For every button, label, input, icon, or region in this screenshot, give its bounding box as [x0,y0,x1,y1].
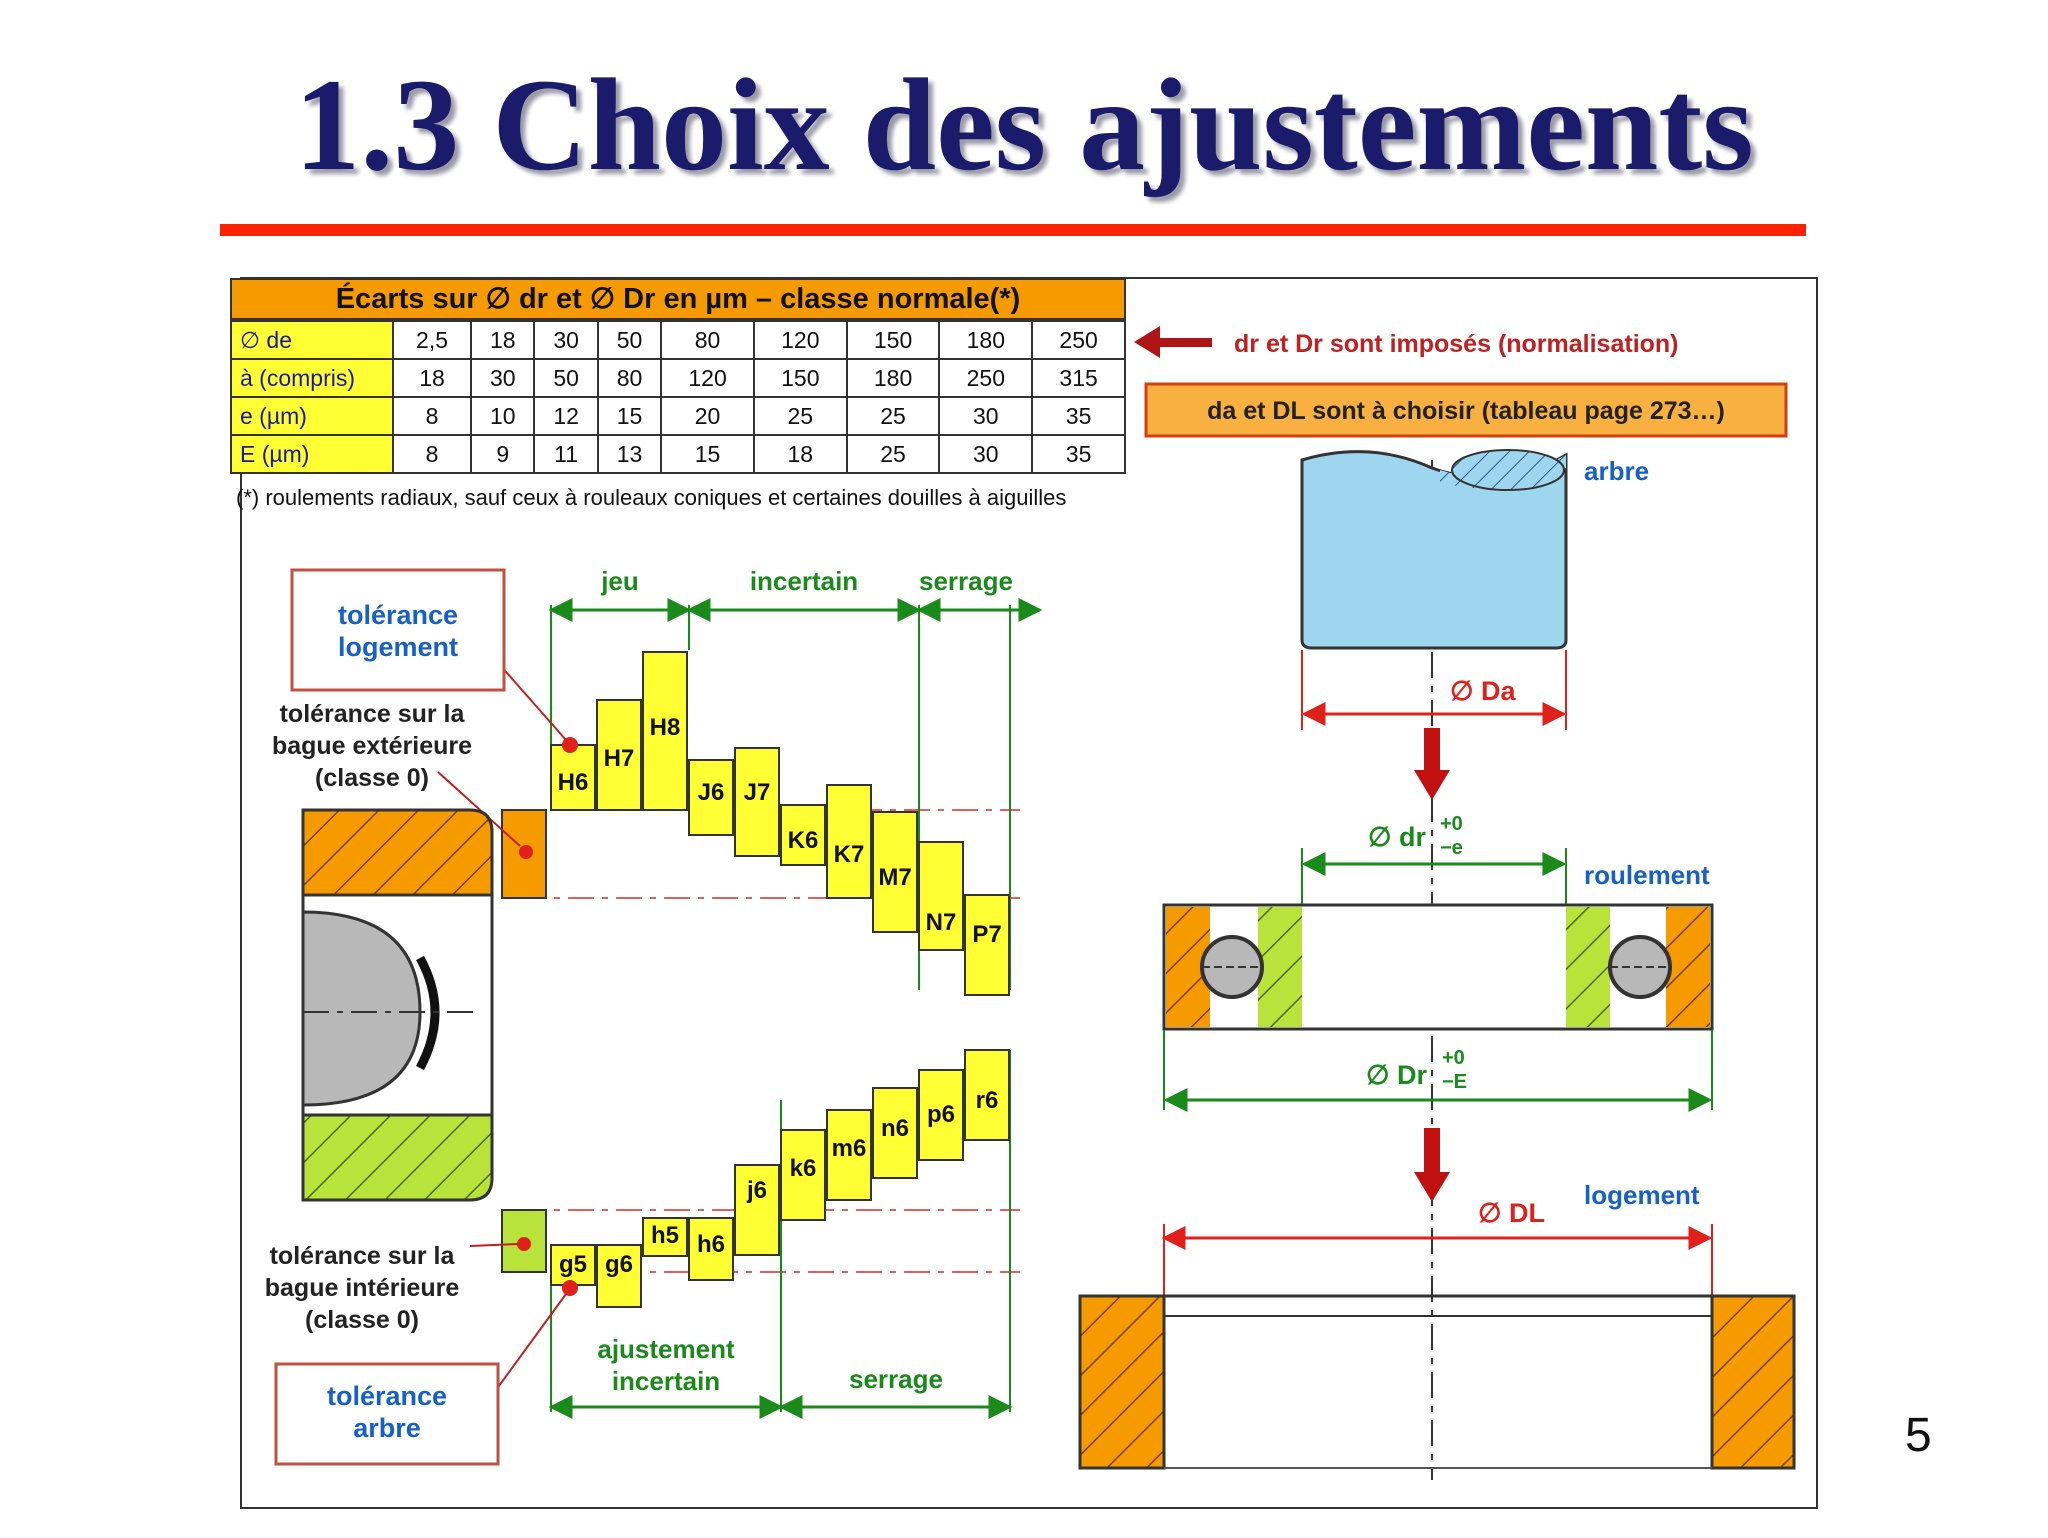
table-cell: 20 [661,397,754,435]
table-cell: 30 [471,359,534,397]
choose-note [1146,384,1786,436]
table-cell: 8 [393,435,471,473]
table-cell: 30 [534,321,597,359]
tolerance-label-h5: h5 [650,1222,680,1249]
tolerance-label-g5: g5 [558,1251,588,1278]
zone-label-ajustement-incertain: ajustement incertain [597,1334,735,1396]
table-cell: 18 [754,435,847,473]
table-cell: 35 [1032,397,1125,435]
outer-ring-note: tolérance sur la bague extérieure (classe 0) [271,700,473,792]
table-cell: 11 [534,435,597,473]
table-footnote: (*) roulements radiaux, sauf ceux à rouleaux coniques et certaines douilles à aiguilles [236,485,1067,510]
page-number: 5 [1905,1409,1932,1462]
table-cell: 150 [754,359,847,397]
table-cell: 18 [471,321,534,359]
tolerance-label-m7: M7 [878,864,912,891]
table-cell: 35 [1032,435,1125,473]
table-cell: 25 [847,435,940,473]
table-cell: 180 [847,359,940,397]
table-cell: 13 [598,435,661,473]
table-cell: 30 [939,435,1032,473]
table-cell: 180 [939,321,1032,359]
table-cell: 8 [393,397,471,435]
table-cell: 9 [471,435,534,473]
Dr-tol-upper: +0 [1442,1047,1465,1069]
callout-logement-box [292,570,504,690]
tolerance-label-h6: H6 [557,769,589,796]
zone-label-serrage: serrage [919,566,1013,596]
dr-label: ∅ dr [1368,822,1427,852]
tolerance-label-h6: h6 [696,1231,726,1258]
tolerance-label-h8: H8 [649,714,681,741]
tolerance-label-m6: m6 [831,1135,867,1162]
tolerance-label-k6: K6 [787,827,819,854]
table-cell: 2,5 [393,321,471,359]
table-cell: 250 [939,359,1032,397]
tolerance-label-n6: n6 [880,1115,910,1142]
table-cell: 120 [661,359,754,397]
table-row-header: e (µm) [231,397,393,435]
zone-label-jeu: jeu [601,566,639,596]
logement-label: logement [1584,1180,1700,1210]
housing-left [1080,1296,1164,1468]
bearing-section-drawing [303,810,492,1200]
assembly-drawing [1080,450,1794,1480]
dr-tol-upper: +0 [1440,813,1463,835]
tolerance-label-h7: H7 [603,745,635,772]
Dr-label: ∅ Dr [1366,1060,1428,1090]
tolerance-label-n7: N7 [925,909,957,936]
arbre-label: arbre [1584,456,1650,486]
tolerance-label-p7: P7 [972,921,1002,948]
DL-label: ∅ DL [1478,1198,1546,1228]
table-cell: 12 [534,397,597,435]
choose-note-text: da et DL sont à choisir (tableau page 273…) [1207,397,1725,425]
tolerance-label-r6: r6 [975,1087,999,1114]
table-cell: 80 [598,359,661,397]
roulement-label: roulement [1584,860,1710,890]
inner-ring-note: tolérance sur la bague intérieure (classe 0) [264,1242,460,1334]
imposed-note-text: dr et Dr sont imposés (normalisation) [1234,330,1679,358]
table-cell: 10 [471,397,534,435]
da-label: ∅ Da [1450,676,1516,706]
dr-tol-lower: −e [1440,837,1463,859]
tolerance-label-j6: J6 [697,779,725,806]
imposed-note [1134,326,1679,358]
bore-tolerance-diagram [272,566,1040,995]
table-cell: 150 [847,321,940,359]
table-cell: 50 [534,359,597,397]
table-cell: 80 [661,321,754,359]
table-cell: 25 [754,397,847,435]
tolerance-label-g6: g6 [604,1251,634,1278]
table-cell: 25 [847,397,940,435]
table-row-header: à (compris) [231,359,393,397]
table-title: Écarts sur ∅ dr et ∅ Dr en µm – classe normale(*) [230,278,1126,320]
zone-label-incertain: incertain [749,566,859,596]
callout-arbre-text: tolérance arbre [326,1381,448,1443]
housing-right [1712,1296,1794,1468]
tolerance-label-p6: p6 [926,1101,956,1128]
zone-label-serrage-shaft: serrage [849,1364,943,1394]
table-cell: 30 [939,397,1032,435]
tolerance-label-j7: J7 [743,779,771,806]
table-cell: 18 [393,359,471,397]
tolerance-label-k6: k6 [789,1155,817,1182]
table-cell: 15 [598,397,661,435]
shaft-tolerance-diagram [265,1050,1020,1464]
table-cell: 315 [1032,359,1125,397]
table-row-header: E (µm) [231,435,393,473]
page-title: 1.3 Choix des ajustements [294,51,1754,198]
tolerance-label-k7: K7 [833,841,865,868]
table-cell: 15 [661,435,754,473]
tolerance-label-j6: j6 [746,1177,768,1204]
table-cell: 50 [598,321,661,359]
Dr-tol-lower: −E [1442,1071,1468,1093]
table-row-header: ∅ de [231,321,393,359]
table-cell: 250 [1032,321,1125,359]
table-cell: 120 [754,321,847,359]
callout-logement-text: tolérance logement [337,600,459,662]
